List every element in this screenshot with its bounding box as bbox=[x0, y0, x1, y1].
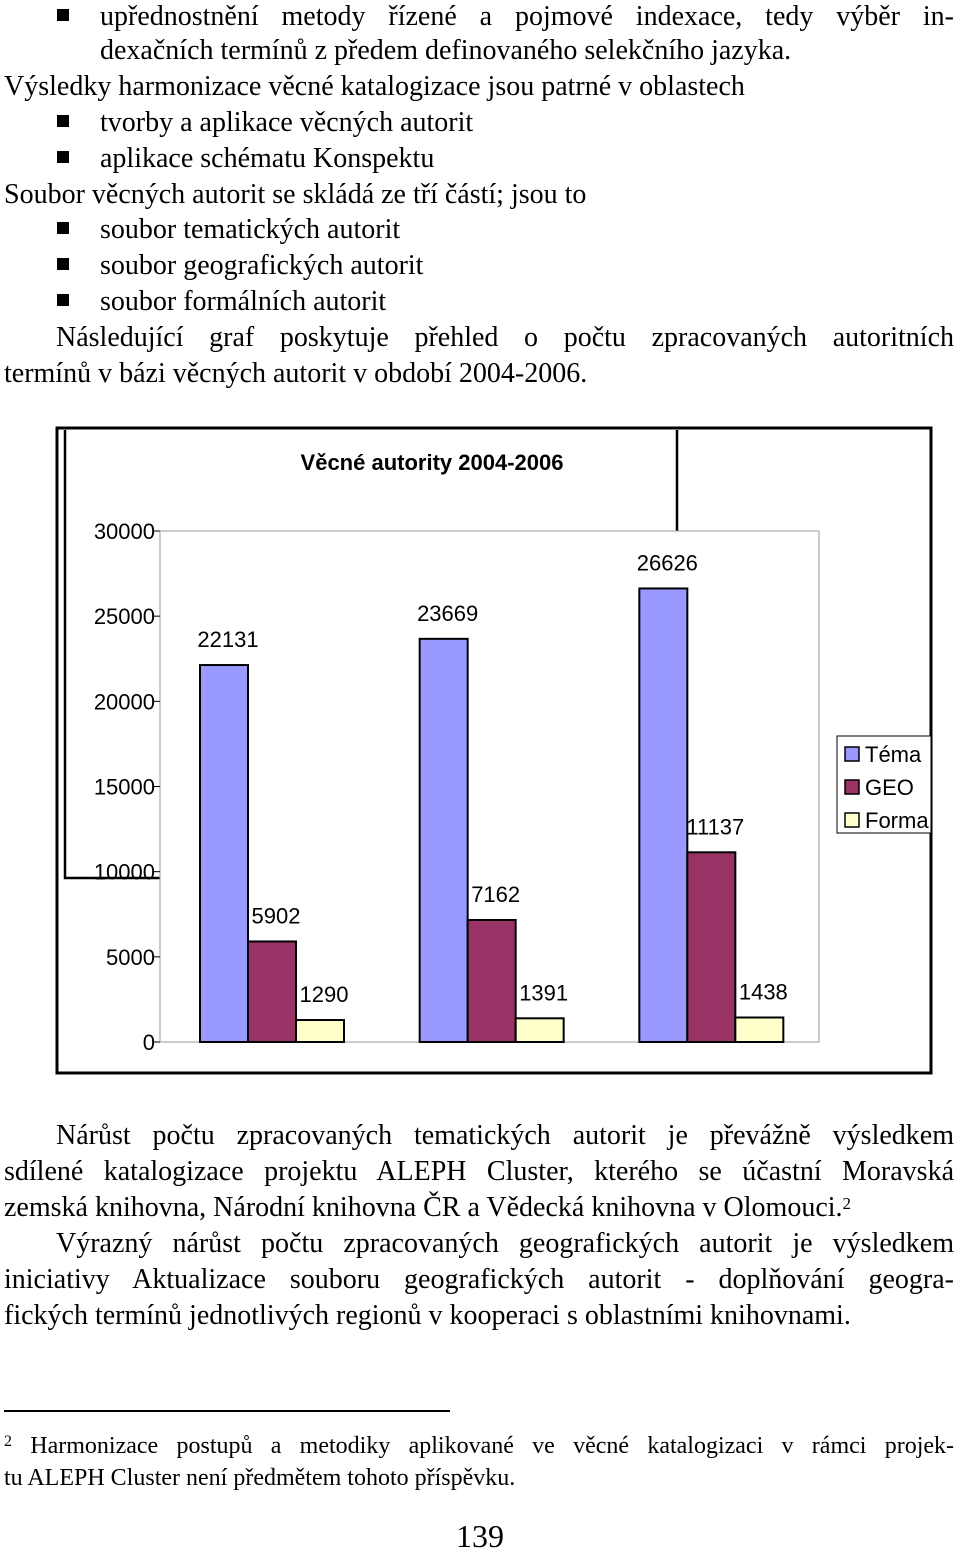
legend-label: GEO bbox=[865, 775, 914, 800]
data-label: 1438 bbox=[738, 979, 788, 1005]
data-label: 23669 bbox=[417, 600, 479, 626]
page-number: 139 bbox=[456, 1518, 504, 1554]
footnote-text: Harmonizace postupů a metodiky aplikované ve věcné katalogizaci v rámci projek- bbox=[30, 1433, 955, 1459]
bar-geo-2004 bbox=[248, 941, 296, 1042]
y-tick-label: 15000 bbox=[93, 774, 155, 800]
paragraph-line: Soubor věcných autorit se skládá ze tří částí; jsou to bbox=[4, 179, 587, 210]
legend-swatch bbox=[845, 813, 859, 827]
data-label: 1391 bbox=[519, 980, 569, 1006]
legend-swatch bbox=[845, 780, 859, 794]
y-tick-label: 25000 bbox=[93, 604, 155, 630]
paragraph-line: Výrazný nárůst počtu zpracovaných geografických autorit je výsledkem bbox=[56, 1228, 954, 1259]
paragraph-line: fických termínů jednotlivých regionů v kooperaci s oblastními knihovnami. bbox=[4, 1300, 851, 1331]
paragraph-line: Následující graf poskytuje přehled o počtu zpracovaných autoritních bbox=[56, 322, 954, 353]
y-tick-label: 20000 bbox=[93, 689, 155, 715]
chart-title: Věcné autority 2004-2006 bbox=[300, 450, 564, 475]
bar-téma-2005 bbox=[420, 639, 468, 1042]
legend-label: Téma bbox=[865, 742, 922, 767]
data-label: 22131 bbox=[197, 627, 259, 653]
legend-swatch bbox=[845, 747, 859, 761]
footnote-line: tu ALEPH Cluster není předmětem tohoto příspěvku. bbox=[4, 1465, 516, 1491]
y-tick-label: 5000 bbox=[106, 944, 155, 970]
y-tick-label: 0 bbox=[142, 1030, 155, 1055]
data-label: 5902 bbox=[251, 903, 301, 929]
paragraph-line: termínů v bázi věcných autorit v období 2004-2006. bbox=[4, 358, 588, 389]
paragraph-line: Nárůst počtu zpracovaných tematických autorit je převážně výsledkem bbox=[56, 1120, 954, 1151]
footnote-reference[interactable]: 2 bbox=[842, 1194, 852, 1213]
footnote-divider bbox=[4, 1410, 450, 1412]
footnote-line bbox=[4, 1430, 954, 1462]
data-label: 11137 bbox=[686, 814, 745, 840]
bar-forma-2005 bbox=[516, 1018, 564, 1042]
data-label: 7162 bbox=[471, 882, 521, 908]
paragraph-line bbox=[4, 1190, 851, 1226]
paragraph-text: zemská knihovna, Národní knihovna ČR a Vědecká knihovna v Olomouci. bbox=[4, 1192, 843, 1223]
bar-forma-2004 bbox=[296, 1020, 344, 1042]
bar-forma-2006 bbox=[735, 1018, 783, 1042]
bullet-item: aplikace schématu Konspektu bbox=[100, 141, 434, 177]
paragraph-line: Výsledky harmonizace věcné katalogizace jsou patrné v oblastech bbox=[4, 71, 745, 102]
y-tick-label: 30000 bbox=[93, 519, 155, 544]
bullet-item: upřednostnění metody řízené a pojmové indexace, tedy výběr in- bbox=[100, 0, 954, 35]
paragraph-line: iniciativy Aktualizace souboru geografických autorit - doplňování geogra- bbox=[4, 1264, 954, 1295]
bullet-item-continuation: dexačních termínů z předem definovaného selekčního jazyka. bbox=[100, 35, 792, 66]
data-label: 26626 bbox=[636, 550, 698, 576]
paragraph-line: sdílené katalogizace projektu ALEPH Cluster, kterého se účastní Moravská bbox=[4, 1156, 954, 1187]
bar-geo-2005 bbox=[468, 920, 516, 1042]
bar-téma-2006 bbox=[639, 588, 687, 1042]
data-label: 1290 bbox=[299, 982, 349, 1008]
bullet-item: soubor formálních autorit bbox=[100, 284, 386, 320]
bullet-item: tvorby a aplikace věcných autorit bbox=[100, 105, 473, 141]
bar-téma-2004 bbox=[200, 665, 248, 1042]
legend-label: Forma bbox=[865, 808, 929, 833]
bullet-item: soubor tematických autorit bbox=[100, 212, 400, 248]
y-tick-label: 10000 bbox=[93, 859, 155, 885]
legend bbox=[837, 736, 931, 833]
footnote-number: 2 bbox=[4, 1433, 12, 1450]
bullet-item: soubor geografických autorit bbox=[100, 248, 423, 284]
bar-geo-2006 bbox=[687, 852, 735, 1042]
